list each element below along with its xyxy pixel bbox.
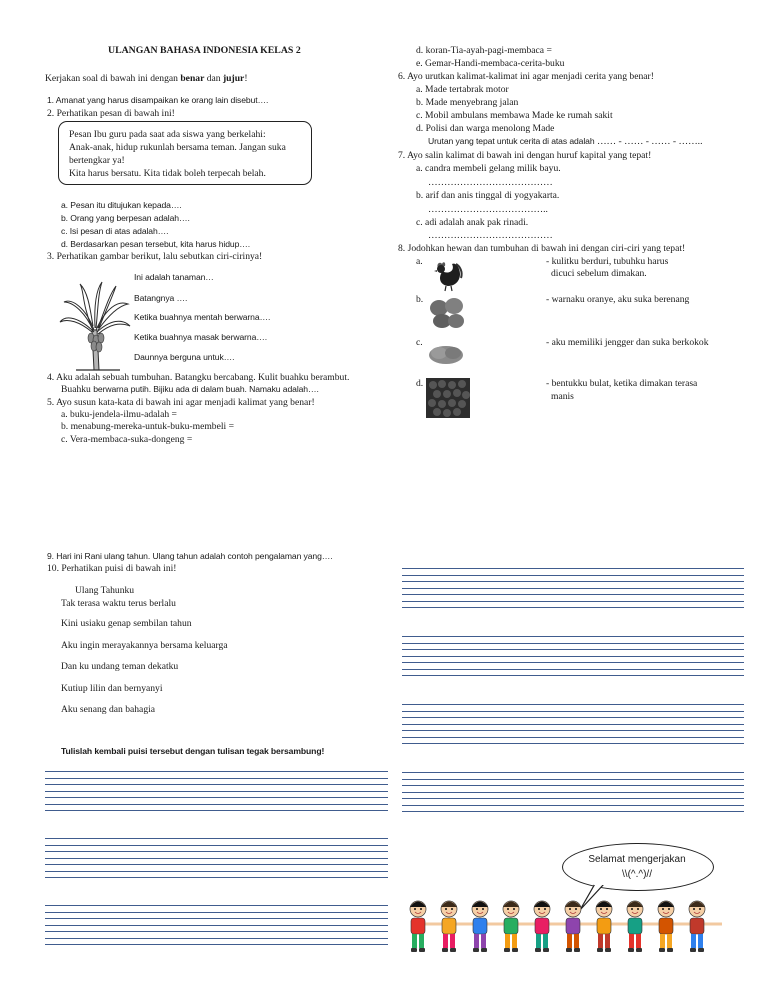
question-5-item: a. buku-jendela-ilmu-adalah = bbox=[61, 409, 177, 420]
tree-feature: Batangnya …. bbox=[134, 293, 188, 303]
tree-feature: Daunnya berguna untuk…. bbox=[134, 352, 235, 362]
question-7-item: c. adi adalah anak pak rinadi. bbox=[416, 217, 529, 228]
question-6-item: a. Made tertabrak motor bbox=[416, 84, 509, 95]
message-line: bertengkar ya! bbox=[69, 155, 125, 166]
writing-lines-left-2[interactable] bbox=[45, 838, 388, 878]
match-description: - bentukku bulat, ketika dimakan terasa bbox=[546, 378, 698, 389]
match-description: - kulitku berduri, tubuhku harus bbox=[546, 256, 669, 267]
writing-lines-right-4[interactable] bbox=[402, 772, 744, 812]
match-description: manis bbox=[551, 391, 574, 402]
rooster-image bbox=[430, 258, 464, 292]
child-figure bbox=[503, 901, 519, 952]
instructions: Kerjakan soal di bawah ini dengan benar dan jujur! bbox=[45, 73, 248, 84]
child-figure bbox=[689, 901, 705, 952]
question-6: 6. Ayo urutkan kalimat-kalimat ini agar menjadi cerita yang benar! bbox=[398, 71, 654, 82]
tree-feature: Ini adalah tanaman… bbox=[134, 272, 214, 282]
final-instruction: Tulislah kembali puisi tersebut dengan tulisan tegak bersambung! bbox=[61, 746, 325, 756]
poem-title: Ulang Tahunku bbox=[75, 585, 135, 596]
poem-line: Dan ku undang teman dekatku bbox=[61, 661, 179, 672]
question-4: 4. Aku adalah sebuah tumbuhan. Batangku bercabang. Kulit buahku berambut. bbox=[47, 372, 350, 383]
message-line: Kita harus bersatu. Kita tidak boleh terpecah belah. bbox=[69, 168, 266, 179]
question-2-sub: a. Pesan itu ditujukan kepada…. bbox=[61, 200, 182, 210]
rambutan-image bbox=[426, 340, 466, 368]
question-2-sub: c. Isi pesan di atas adalah…. bbox=[61, 226, 169, 236]
writing-lines-right-2[interactable] bbox=[402, 636, 744, 676]
children-illustration bbox=[402, 898, 732, 954]
child-figure bbox=[596, 901, 612, 952]
child-figure bbox=[410, 901, 426, 952]
match-letter: d. bbox=[416, 378, 424, 389]
child-figure bbox=[658, 901, 674, 952]
answer-blank[interactable]: ………………………………… bbox=[428, 230, 553, 241]
question-2: 2. Perhatikan pesan di bawah ini! bbox=[47, 108, 175, 119]
poem-line: Tak terasa waktu terus berlalu bbox=[61, 598, 176, 609]
question-10: 10. Perhatikan puisi di bawah ini! bbox=[47, 563, 177, 574]
match-letter: b. bbox=[416, 294, 424, 305]
match-description: - warnaku oranye, aku suka berenang bbox=[546, 294, 690, 305]
question-5-item: b. menabung-mereka-untuk-buku-membeli = bbox=[61, 421, 234, 432]
question-5-item: e. Gemar-Handi-membaca-cerita-buku bbox=[416, 58, 565, 69]
question-4-cont: Buahku berwarna putih. Bijiku ada di dalam buah. Namaku adalah…. bbox=[61, 384, 319, 395]
child-figure bbox=[441, 901, 457, 952]
page-title: ULANGAN BAHASA INDONESIA KELAS 2 bbox=[108, 45, 301, 56]
poem-line: Kutiup lilin dan bernyanyi bbox=[61, 683, 163, 694]
match-description: - aku memiliki jengger dan suka berkokok bbox=[546, 337, 709, 348]
question-7: 7. Ayo salin kalimat di bawah ini dengan huruf kapital yang tepat! bbox=[398, 150, 652, 161]
answer-blank[interactable]: ………………………………… bbox=[428, 177, 553, 188]
question-2-sub: b. Orang yang berpesan adalah…. bbox=[61, 213, 190, 223]
writing-lines-right-1[interactable] bbox=[402, 568, 744, 608]
bubble-text: \\(^.^)// bbox=[622, 869, 652, 880]
question-5: 5. Ayo susun kata-kata di bawah ini agar menjadi kalimat yang benar! bbox=[47, 397, 315, 408]
match-description: dicuci sebelum dimakan. bbox=[551, 268, 647, 279]
fish-image bbox=[428, 296, 466, 330]
child-figure bbox=[534, 901, 550, 952]
question-6-order: Urutan yang tepat untuk cerita di atas adalah …… - …… - …… - …….. bbox=[428, 136, 703, 147]
poem-line: Kini usiaku genap sembilan tahun bbox=[61, 618, 192, 629]
grapes-image bbox=[426, 378, 470, 418]
question-1: 1. Amanat yang harus disampaikan ke orang lain disebut…. bbox=[47, 95, 269, 105]
tree-feature: Ketika buahnya masak berwarna…. bbox=[134, 332, 268, 342]
question-5-item: c. Vera-membaca-suka-dongeng = bbox=[61, 434, 193, 445]
match-letter: a. bbox=[416, 256, 423, 267]
question-7-item: a. candra membeli gelang milik bayu. bbox=[416, 163, 561, 174]
question-7-item: b. arif dan anis tinggal di yogyakarta. bbox=[416, 190, 560, 201]
question-2-sub: d. Berdasarkan pesan tersebut, kita harus hidup…. bbox=[61, 239, 251, 249]
tree-feature: Ketika buahnya mentah berwarna…. bbox=[134, 312, 271, 322]
writing-lines-right-3[interactable] bbox=[402, 704, 744, 744]
question-6-item: b. Made menyebrang jalan bbox=[416, 97, 519, 108]
writing-lines-left-1[interactable] bbox=[45, 771, 388, 811]
child-figure bbox=[565, 901, 581, 952]
question-6-item: c. Mobil ambulans membawa Made ke rumah sakit bbox=[416, 110, 613, 121]
child-figure bbox=[627, 901, 643, 952]
poem-line: Aku ingin merayakannya bersama keluarga bbox=[61, 640, 228, 651]
bubble-text: Selamat mengerjakan bbox=[588, 854, 686, 865]
child-figure bbox=[472, 901, 488, 952]
answer-blank[interactable]: ……………………………….. bbox=[428, 204, 548, 215]
question-9: 9. Hari ini Rani ulang tahun. Ulang tahun adalah contoh pengalaman yang…. bbox=[47, 551, 333, 561]
question-8: 8. Jodohkan hewan dan tumbuhan di bawah ini dengan ciri-ciri yang tepat! bbox=[398, 243, 686, 254]
message-line: Pesan Ibu guru pada saat ada siswa yang berkelahi: bbox=[69, 129, 266, 140]
match-letter: c. bbox=[416, 337, 423, 348]
question-6-item: d. Polisi dan warga menolong Made bbox=[416, 123, 555, 134]
question-5-item: d. koran-Tia-ayah-pagi-membaca = bbox=[416, 45, 552, 56]
writing-lines-left-3[interactable] bbox=[45, 905, 388, 945]
banana-tree-image bbox=[58, 278, 132, 372]
poem-line: Aku senang dan bahagia bbox=[61, 704, 156, 715]
question-3: 3. Perhatikan gambar berikut, lalu sebutkan ciri-cirinya! bbox=[47, 251, 263, 262]
message-line: Anak-anak, hidup rukunlah bersama teman. Jangan suka bbox=[69, 142, 286, 153]
